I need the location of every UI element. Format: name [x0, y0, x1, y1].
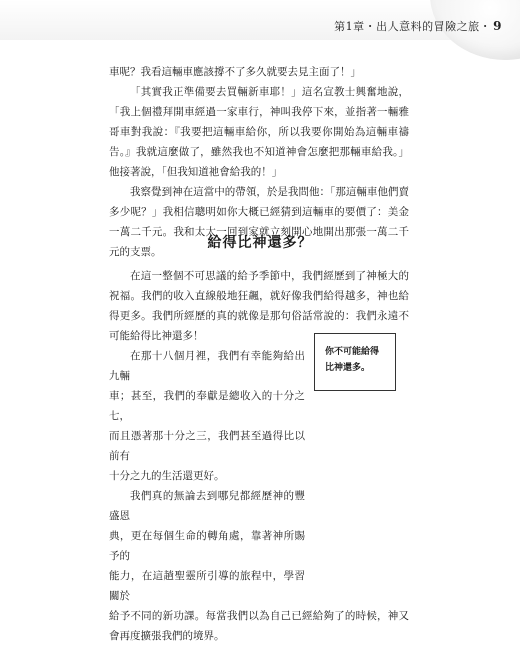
paragraph: 「其實我正準備要去買輛新車耶！」這名宣教士興奮地說，「我上個禮拜開車經過一家車行，神叫我停下來，並指著一輛雅哥車對我說：『我要把這輛車給你，所以我要你開始為這輛車禱告。』我就這麼做了，雖然我也不知道神會怎麼把那輛車給我。」他接著說，「但我知道祂會給我的！」	[109, 86, 409, 178]
pull-quote-text: 你不可能給得比神還多。	[325, 347, 380, 373]
line: 能力，在這趟聖靈所引導的旅程中，學習關於	[109, 570, 305, 602]
paragraph: 在這一整個不可思議的給予季節中，我們經歷到了神極大的祝福。我們的收入直線般地狂飆，就好像我們給得越多，神也給得更多。我們所經歷的真的就像是那句俗話常說的：我們永遠不可能給得比神還多！	[109, 270, 409, 342]
paragraph: 給予不同的新功課。每當我們以為自己已經給夠了的時候，神又會再度擴張我們的境界。	[109, 610, 409, 642]
line: 在那十八個月裡，我們有幸能夠給出九輛	[109, 350, 305, 382]
paragraph: 我察覺到神在這當中的帶領，於是我問他：「那這輛車他們賣多少呢？」我相信聰明如你大概已經猜到這輛車的要價了：美金一萬二千元。我和太太一回到家就立刻開心地開出那張一萬二千元的支票。	[109, 186, 409, 258]
line: 十分之九的生活還更好。	[109, 470, 225, 482]
line: 而且憑著那十分之三，我們甚至過得比以前有	[109, 430, 305, 462]
chapter-title: 第1章・出人意料的冒險之旅・	[334, 20, 492, 33]
body-text-bottom	[109, 266, 409, 646]
line: 典，更在每個生命的轉角處，靠著神所賜予的	[109, 530, 305, 562]
page-number: 9	[493, 19, 502, 33]
pull-quote-box	[314, 333, 396, 391]
paragraph: 車呢？我看這輛車應該撐不了多久就要去見主面了！」	[109, 66, 361, 78]
paragraph-narrow	[109, 346, 305, 606]
section-heading: 給得比神還多？	[207, 235, 313, 251]
running-head	[334, 18, 502, 34]
line: 車；甚至，我們的奉獻是總收入的十分之七，	[109, 390, 305, 422]
line: 我們真的無論去到哪兒都經歷神的豐盛恩	[109, 490, 305, 522]
